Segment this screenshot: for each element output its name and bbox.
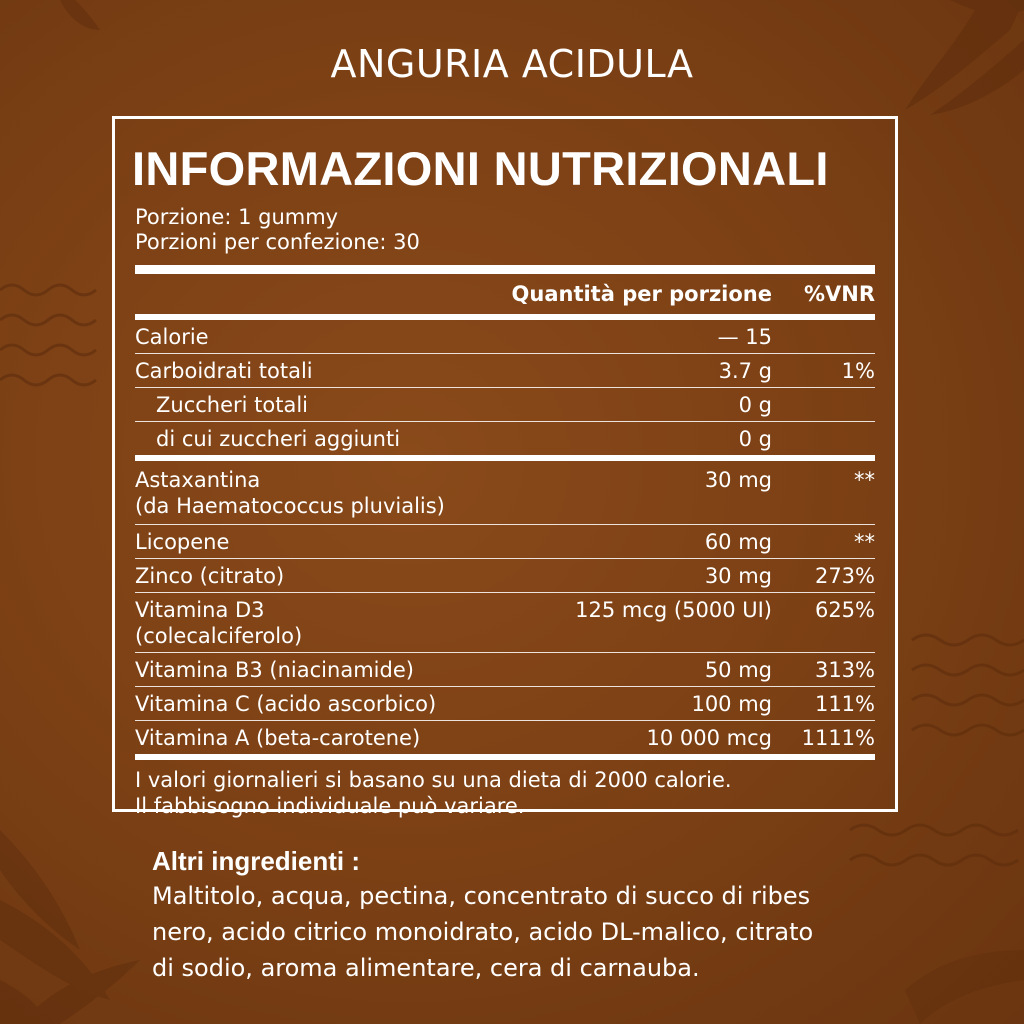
ingredients-line: nero, acido citrico monoidrato, acido DL-malico, citrato [152,918,814,946]
nutrient-name: Astaxantina [135,468,261,492]
ingredients-heading: Altri ingredienti : [152,846,360,876]
footnote [135,767,875,819]
nutrient-row [135,422,875,455]
nutrient-row [135,388,875,422]
other-ingredients [152,846,892,986]
nutrient-row [135,559,875,593]
nutrient-name: Vitamina B3 (niacinamide) [135,658,414,682]
nutrient-qty: 30 mg [704,564,772,588]
thick-divider [135,265,875,274]
nutrient-vnr: 273% [814,564,875,588]
nutrient-vnr [772,426,875,452]
nutrient-row [135,687,875,721]
column-header-row [135,274,875,314]
nutrient-vnr [772,392,875,418]
nutrient-name: Licopene [135,530,230,554]
nutrient-row [135,525,875,559]
serving-size: Porzione: 1 gummy [135,205,339,229]
nutrient-qty: 100 mg [691,692,772,716]
nutrient-source: (da Haematococcus pluvialis) [135,494,445,518]
nutrient-vnr: 111% [814,692,875,716]
nutrient-vnr: 625% [814,598,875,622]
nutrient-row [135,354,875,388]
product-title: ANGURIA ACIDULA [330,42,694,86]
nutrient-qty: 125 mcg (5000 UI) [575,598,772,622]
nutrient-qty: 3.7 g [718,359,772,383]
nutrient-vnr: ** [854,468,875,492]
nutrient-qty: — 15 [717,325,772,349]
nutrient-name: di cui zuccheri aggiunti [156,427,401,451]
nutrient-name: Carboidrati totali [135,359,313,383]
nutrient-qty: 50 mg [704,658,772,682]
ingredients-text [152,878,892,986]
nutrient-row [135,593,875,653]
column-vnr-header: %VNR [803,282,875,306]
nutrient-name: Zinco (citrato) [135,564,285,588]
nutrient-vnr: 1111% [801,726,875,750]
footnote-line: I valori giornalieri si basano su una dieta di 2000 calorie. [135,768,732,792]
nutrition-label [112,116,898,818]
column-quantity-header: Quantità per porzione [511,282,772,306]
palm-leaf-icon [905,950,1024,1024]
nutrient-qty: 60 mg [704,530,772,554]
nutrient-row [135,461,875,525]
nutrient-name: Vitamina C (acido ascorbico) [135,692,437,716]
nutrient-source: (colecalciferolo) [135,624,303,648]
serving-info [135,205,875,255]
nutrient-row [135,721,875,754]
nutrient-vnr [772,324,875,350]
medium-divider [135,754,875,760]
footnote-line: Il fabbisogno individuale può variare. [135,794,525,818]
nutrient-qty: 0 g [738,427,772,451]
nutrient-name: Vitamina A (beta-carotene) [135,726,421,750]
nutrient-qty: 0 g [738,393,772,417]
nutrient-qty: 30 mg [704,468,772,492]
ingredients-line: Maltitolo, acqua, pectina, concentrato di succo di ribes [152,882,811,910]
nutrient-vnr: 313% [814,658,875,682]
nutrient-name: Vitamina D3 [135,598,265,622]
nutrient-row [135,653,875,687]
nutrient-name: Zuccheri totali [156,393,309,417]
nutrient-name: Calorie [135,325,209,349]
ingredients-line: di sodio, aroma alimentare, cera di carnauba. [152,954,700,982]
palm-leaf-icon [0,830,140,1024]
nutrient-vnr: ** [854,530,875,554]
label-heading: INFORMAZIONI NUTRIZIONALI [132,142,829,195]
nutrient-row [135,320,875,354]
servings-per-pack: Porzioni per confezione: 30 [135,230,420,254]
nutrient-vnr: 1% [841,359,875,383]
nutrient-qty: 10 000 mcg [646,726,772,750]
